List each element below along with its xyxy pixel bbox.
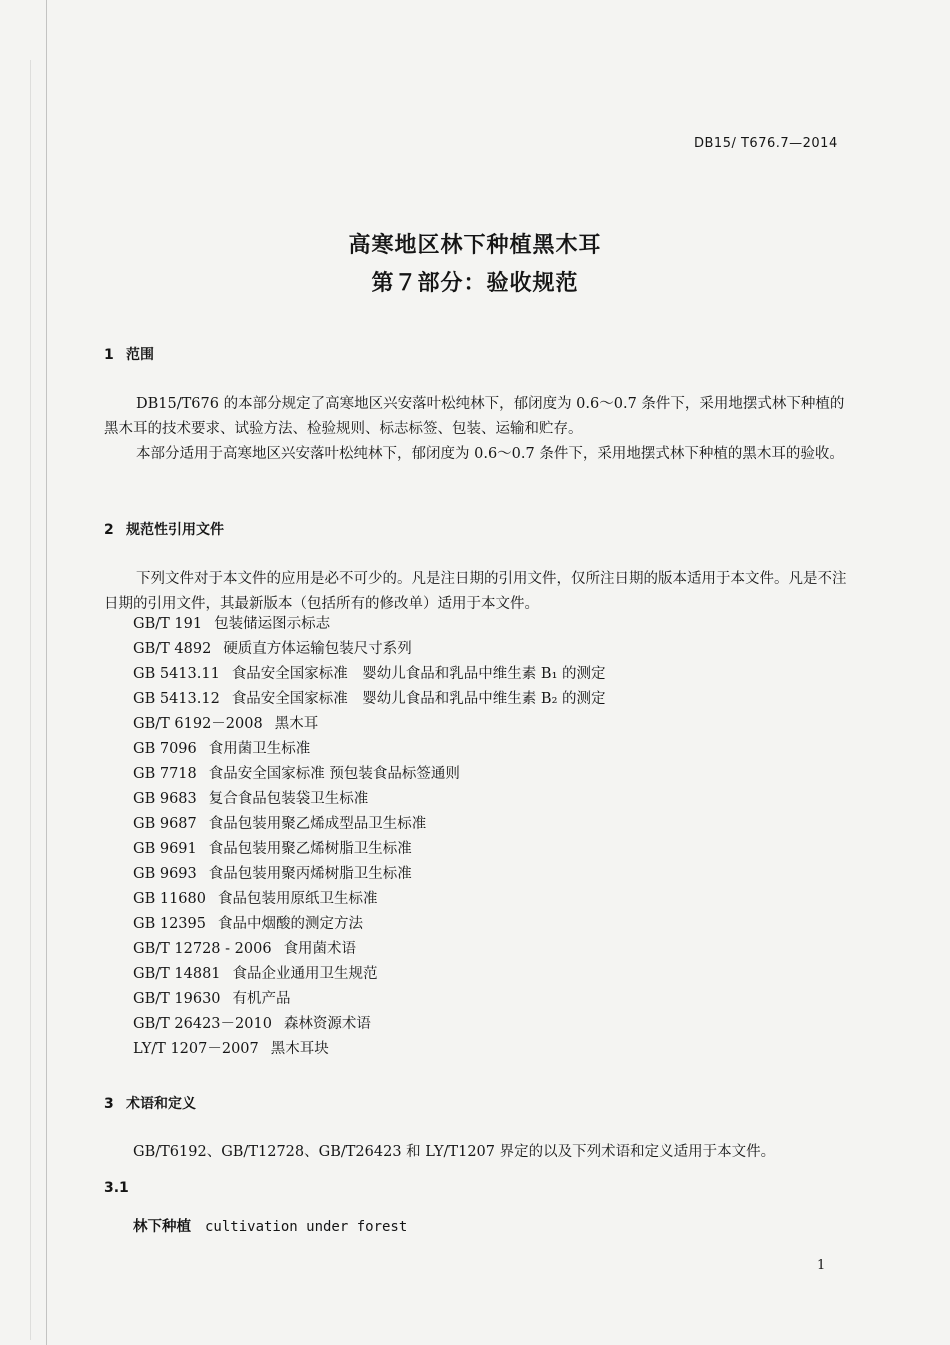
- section-3-heading: [104, 1093, 196, 1113]
- standard-code: DB15/ T676.7—2014: [694, 136, 838, 151]
- reference-code: GB 7096: [133, 741, 197, 757]
- reference-item: [133, 887, 606, 912]
- section-3-paragraph-1: GB/T6192、GB/T12728、GB/T26423 和 LY/T1207 界定的以及下列术语和定义适用于本文件。: [133, 1144, 776, 1160]
- reference-code: GB/T 14881: [133, 966, 221, 982]
- reference-name: 硬质直方体运输包装尺寸系列: [223, 641, 412, 657]
- reference-name: 食品安全国家标准 婴幼儿食品和乳品中维生素 B₂ 的测定: [231, 691, 606, 707]
- reference-list: [133, 612, 606, 1062]
- reference-name: 食品中烟酸的测定方法: [217, 916, 363, 932]
- reference-code: GB 9691: [133, 841, 197, 857]
- section-title: 规范性引用文件: [126, 522, 224, 538]
- scan-edge-line: [46, 0, 47, 1345]
- reference-code: GB 9687: [133, 816, 197, 832]
- reference-code: GB 11680: [133, 891, 206, 907]
- reference-code: GB/T 4892: [133, 641, 212, 657]
- reference-code: GB 12395: [133, 916, 206, 932]
- page-number: 1: [817, 1258, 826, 1273]
- term-chinese: 林下种植: [133, 1219, 191, 1235]
- reference-item: [133, 862, 606, 887]
- reference-item: [133, 837, 606, 862]
- term-entry: [133, 1215, 407, 1236]
- reference-name: 食品包装用聚乙烯成型品卫生标准: [208, 816, 427, 832]
- reference-code: GB/T 19630: [133, 991, 221, 1007]
- reference-name: 食用菌术语: [283, 941, 357, 957]
- reference-code: LY/T 1207－2007: [133, 1041, 259, 1057]
- reference-item: [133, 962, 606, 987]
- reference-code: GB 9683: [133, 791, 197, 807]
- reference-name: 食品包装用聚乙烯树脂卫生标准: [208, 841, 412, 857]
- reference-item: [133, 712, 606, 737]
- section-1-paragraph-1: DB15/T676 的本部分规定了高寒地区兴安落叶松纯林下，郁闭度为 0.6～0.7 条件下，采用地摆式林下种植的黑木耳的技术要求、试验方法、检验规则、标志标签、包装、运输和贮存。: [104, 396, 845, 437]
- reference-code: GB/T 6192－2008: [133, 716, 263, 732]
- subsection-number: 3.1: [104, 1180, 129, 1196]
- reference-code: GB 9693: [133, 866, 197, 882]
- reference-name: 食品安全国家标准 婴幼儿食品和乳品中维生素 B₁ 的测定: [231, 666, 606, 682]
- reference-code: GB 5413.11: [133, 666, 220, 682]
- reference-item: [133, 737, 606, 762]
- reference-name: 食用菌卫生标准: [208, 741, 311, 757]
- term-english: cultivation under forest: [205, 1219, 408, 1235]
- section-title: 范围: [126, 347, 154, 363]
- reference-item: [133, 1037, 606, 1062]
- reference-name: 有机产品: [232, 991, 291, 1007]
- section-2-heading: [104, 519, 224, 539]
- reference-item: [133, 937, 606, 962]
- reference-name: 黑木耳块: [270, 1041, 329, 1057]
- reference-name: 森林资源术语: [283, 1016, 371, 1032]
- reference-name: 复合食品包装袋卫生标准: [208, 791, 369, 807]
- section-title: 术语和定义: [126, 1096, 196, 1112]
- reference-name: 包装储运图示标志: [214, 616, 331, 632]
- reference-name: 食品包装用原纸卫生标准: [217, 891, 378, 907]
- reference-item: [133, 762, 606, 787]
- reference-code: GB 5413.12: [133, 691, 220, 707]
- reference-item: [133, 987, 606, 1012]
- section-1-heading: [104, 344, 154, 364]
- reference-item: [133, 687, 606, 712]
- section-number: 2: [104, 522, 114, 538]
- reference-code: GB 7718: [133, 766, 197, 782]
- section-1-paragraph-2: 本部分适用于高寒地区兴安落叶松纯林下，郁闭度为 0.6～0.7 条件下，采用地摆式林下种植的黑木耳的验收。: [136, 446, 844, 462]
- reference-code: GB/T 26423－2010: [133, 1016, 272, 1032]
- section-number: 1: [104, 347, 114, 363]
- reference-item: [133, 612, 606, 637]
- reference-item: [133, 787, 606, 812]
- reference-item: [133, 912, 606, 937]
- reference-item: [133, 812, 606, 837]
- section-2-paragraph-1: 下列文件对于本文件的应用是必不可少的。凡是注日期的引用文件，仅所注日期的版本适用于本文件。凡是不注日期的引用文件，其最新版本（包括所有的修改单）适用于本文件。: [104, 571, 847, 612]
- document-subtitle: 第７部分：验收规范: [371, 271, 579, 296]
- reference-name: 黑木耳: [274, 716, 319, 732]
- document-title: 高寒地区林下种植黑木耳: [348, 233, 602, 258]
- reference-item: [133, 637, 606, 662]
- reference-code: GB/T 191: [133, 616, 203, 632]
- reference-item: [133, 1012, 606, 1037]
- reference-name: 食品企业通用卫生规范: [232, 966, 378, 982]
- reference-code: GB/T 12728 - 2006: [133, 941, 272, 957]
- reference-item: [133, 662, 606, 687]
- reference-name: 食品包装用聚丙烯树脂卫生标准: [208, 866, 412, 882]
- reference-name: 食品安全国家标准 预包装食品标签通则: [208, 766, 460, 782]
- section-number: 3: [104, 1096, 114, 1112]
